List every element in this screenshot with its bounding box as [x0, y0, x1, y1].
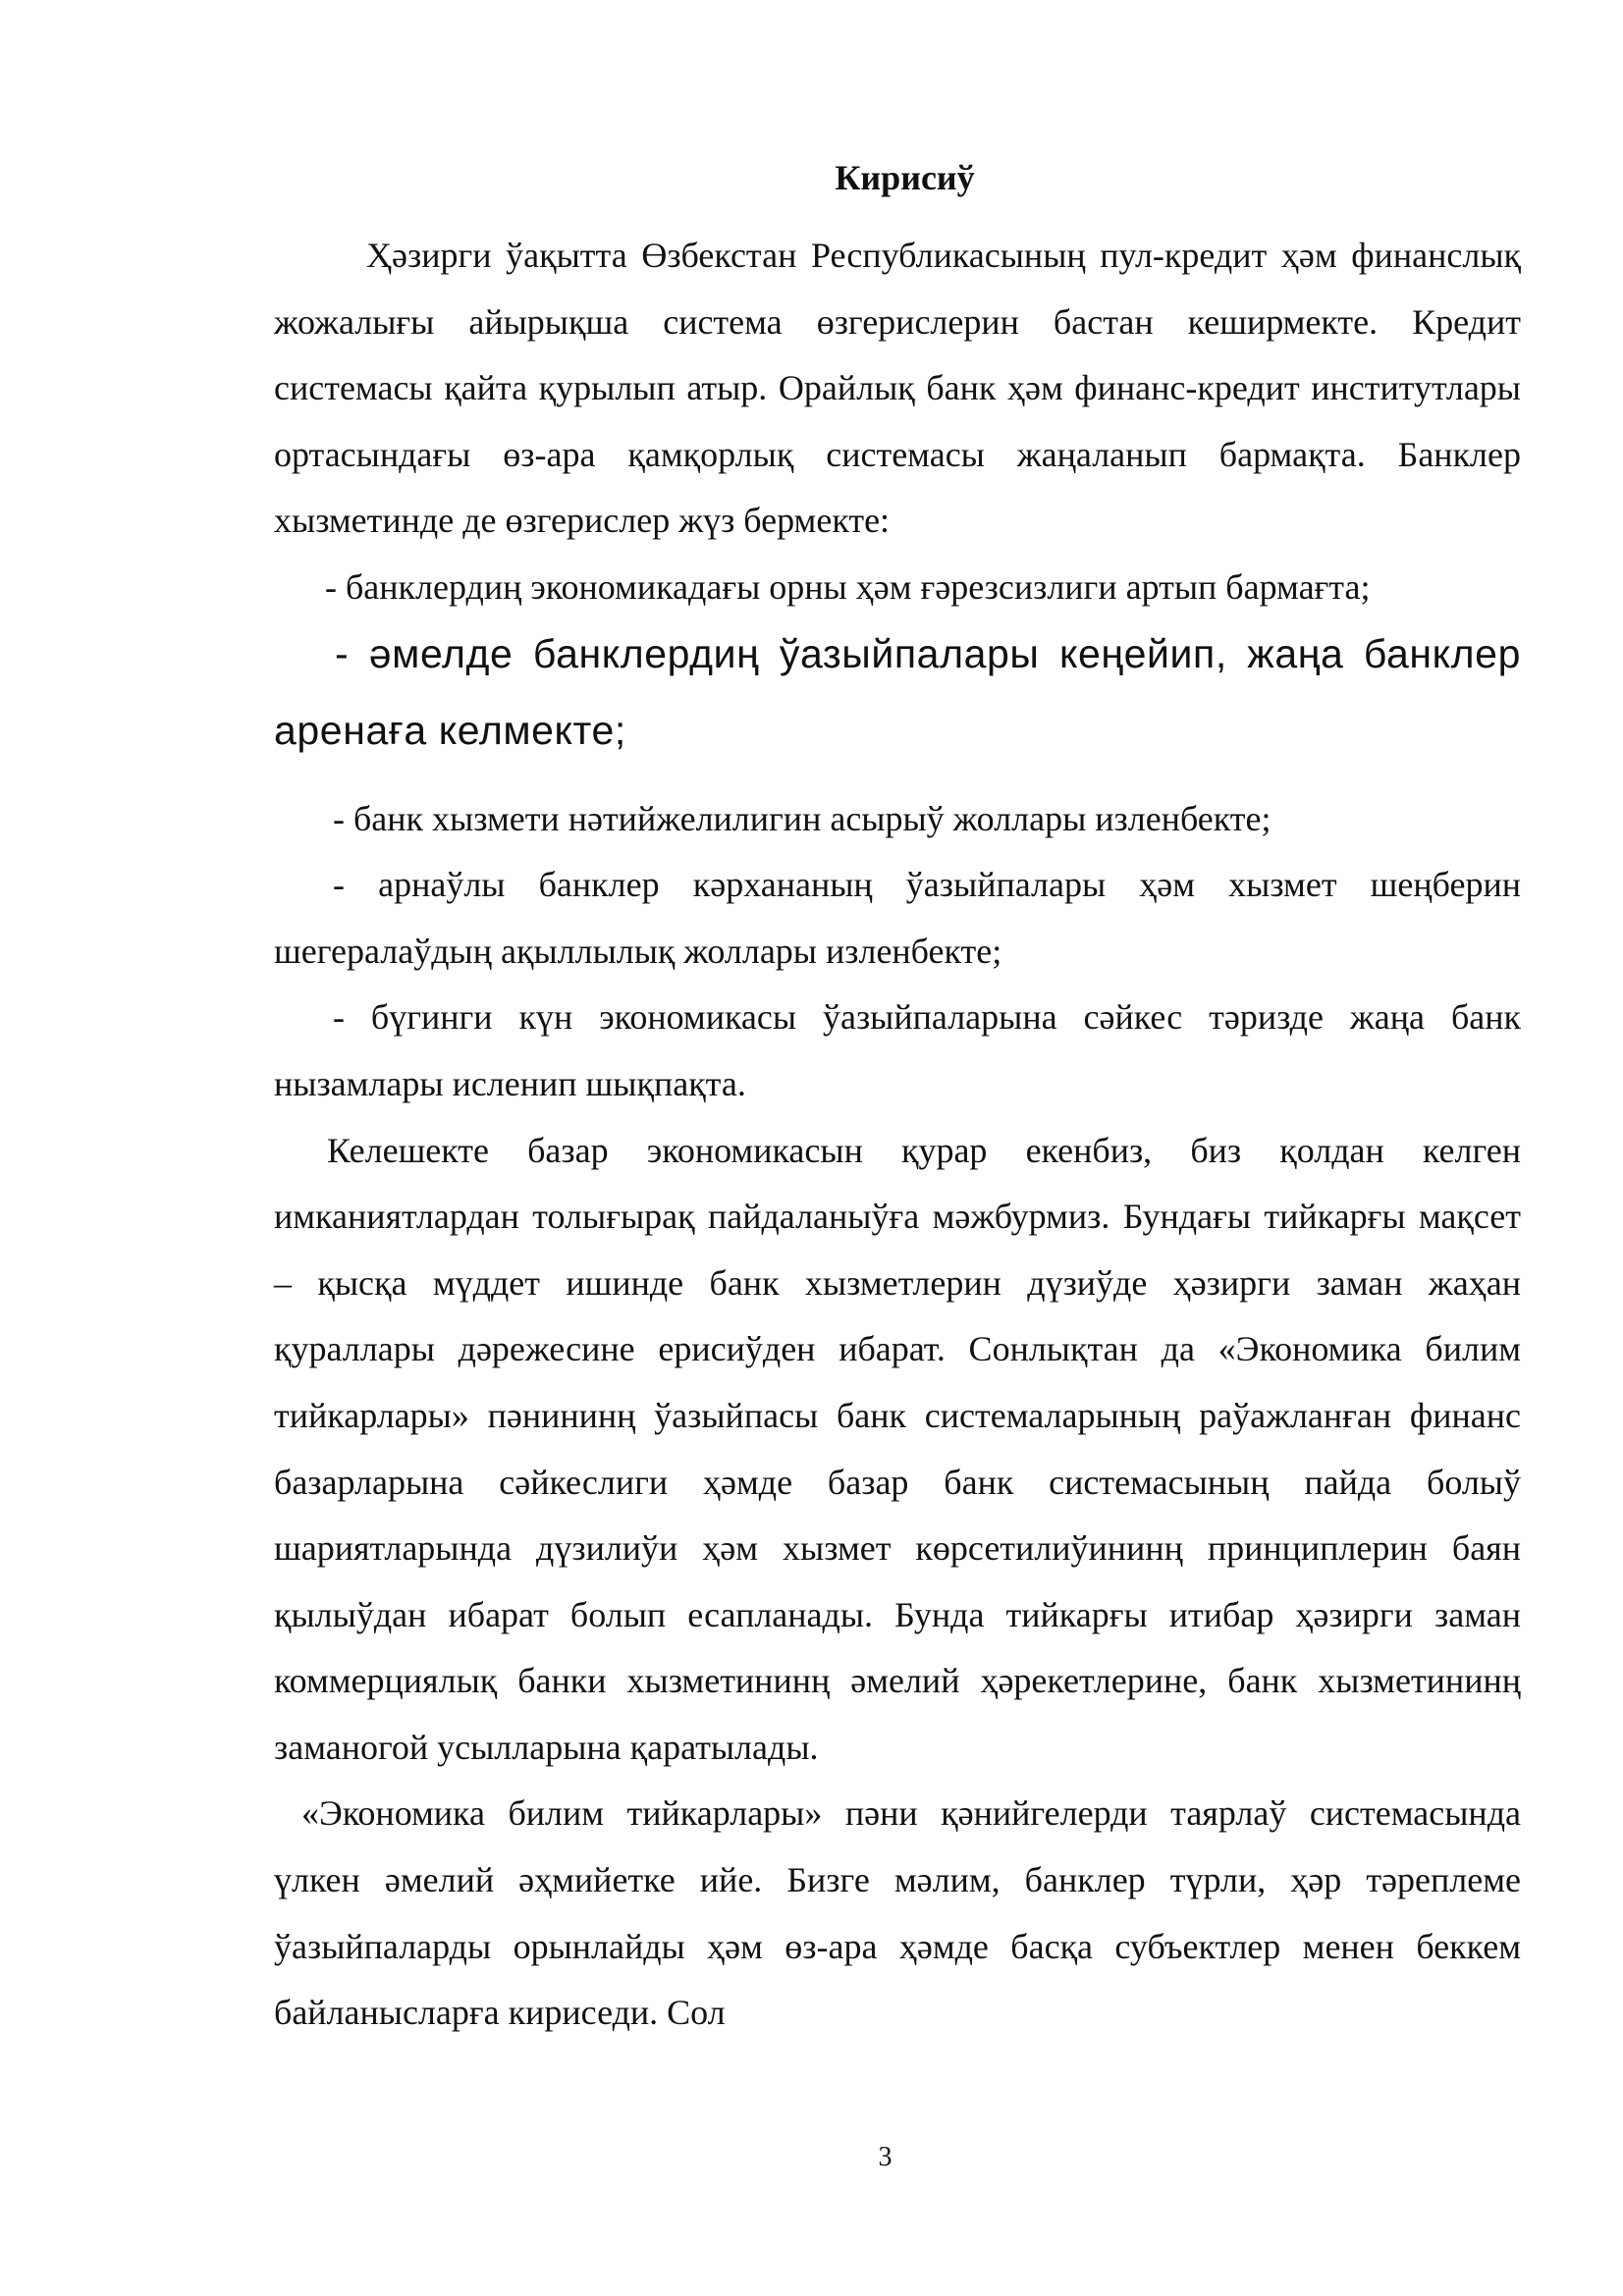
page-title: Кирисиў: [835, 158, 975, 197]
paragraph-future: Келешекте базар экономикасын қурар екенбиз, биз қолдан келген имканиятлардан толығырақ пайдаланыўға мәжбурмиз. Бундағы тийкарғы мақсет – қысқа мүддет ишинде банк хызметлерин дүзиўде ҳәзирги заман жаҳан қураллары дәрежесине ерисиўден ибарат. Сонлықтан да «Экономика билим тийкарлары» пәнининң ўазыйпасы банк системаларының раўажланған финанс базарларына сәйкеслиги ҳәмде базар банк системасының пайда болыў шариятларында дүзилиўи ҳәм хызмет көрсетилиўининң принциплерин баян қылыўдан ибарат болып есапланады. Бунда тийкарғы итибар ҳәзирги заман коммерциялық банки хызметининң әмелий ҳәрекетлерине, банк хызметининң заманогой усылларына қаратылады.: [274, 1130, 1521, 1767]
list-item-1: - банклердиң экономикадағы орны ҳәм ғәрезсизлиги артып бармағта;: [325, 566, 1371, 607]
page-number: 3: [878, 2142, 893, 2172]
list-item-4: - арнаўлы банклер кәрхананың ўазыйпалары ҳәм хызмет шеңберин шегералаўдың ақыллылық жоллары изленбекте;: [274, 865, 1521, 971]
list-item-5: - бүгинги күн экономикасы ўазыйпаларына сәйкес тәризде жаңа банк нызамлары исленип шықпақта.: [274, 997, 1521, 1103]
list-item-3: - банк хызмети нәтийжелилигин асырыў жоллары изленбекте;: [333, 798, 1271, 838]
paragraph-subject: «Экономика билим тийкарлары» пәни қәнийгелерди таярлаў системасында үлкен әмелий әҳмийетке ийе. Бизге мәлим, банклер түрли, ҳәр тәреплеме ўазыйпаларды орынлайды ҳәм өз-ара ҳәмде басқа субъектлер менен беккем байланысларға кириседи. Сол: [274, 1793, 1521, 2033]
body-text: [274, 223, 1521, 2047]
paragraph-intro: Ҳәзирги ўақытта Өзбекстан Республикасының пул-кредит ҳәм финанслық жожалығы айырықша система өзгерислерин бастан кеширмекте. Кредит системасы қайта қурылып атыр. Орайлық банк ҳәм финанс-кредит институтлары ортасындағы өз-ара қамқорлық системасы жаңаланып бармақта. Банклер хызметинде де өзгерислер жүз бермекте:: [274, 236, 1521, 541]
list-item-2: - әмелде банклердиң ўазыйпалары кеңейип, жаңа банклер аренаға келмекте;: [274, 630, 1521, 753]
